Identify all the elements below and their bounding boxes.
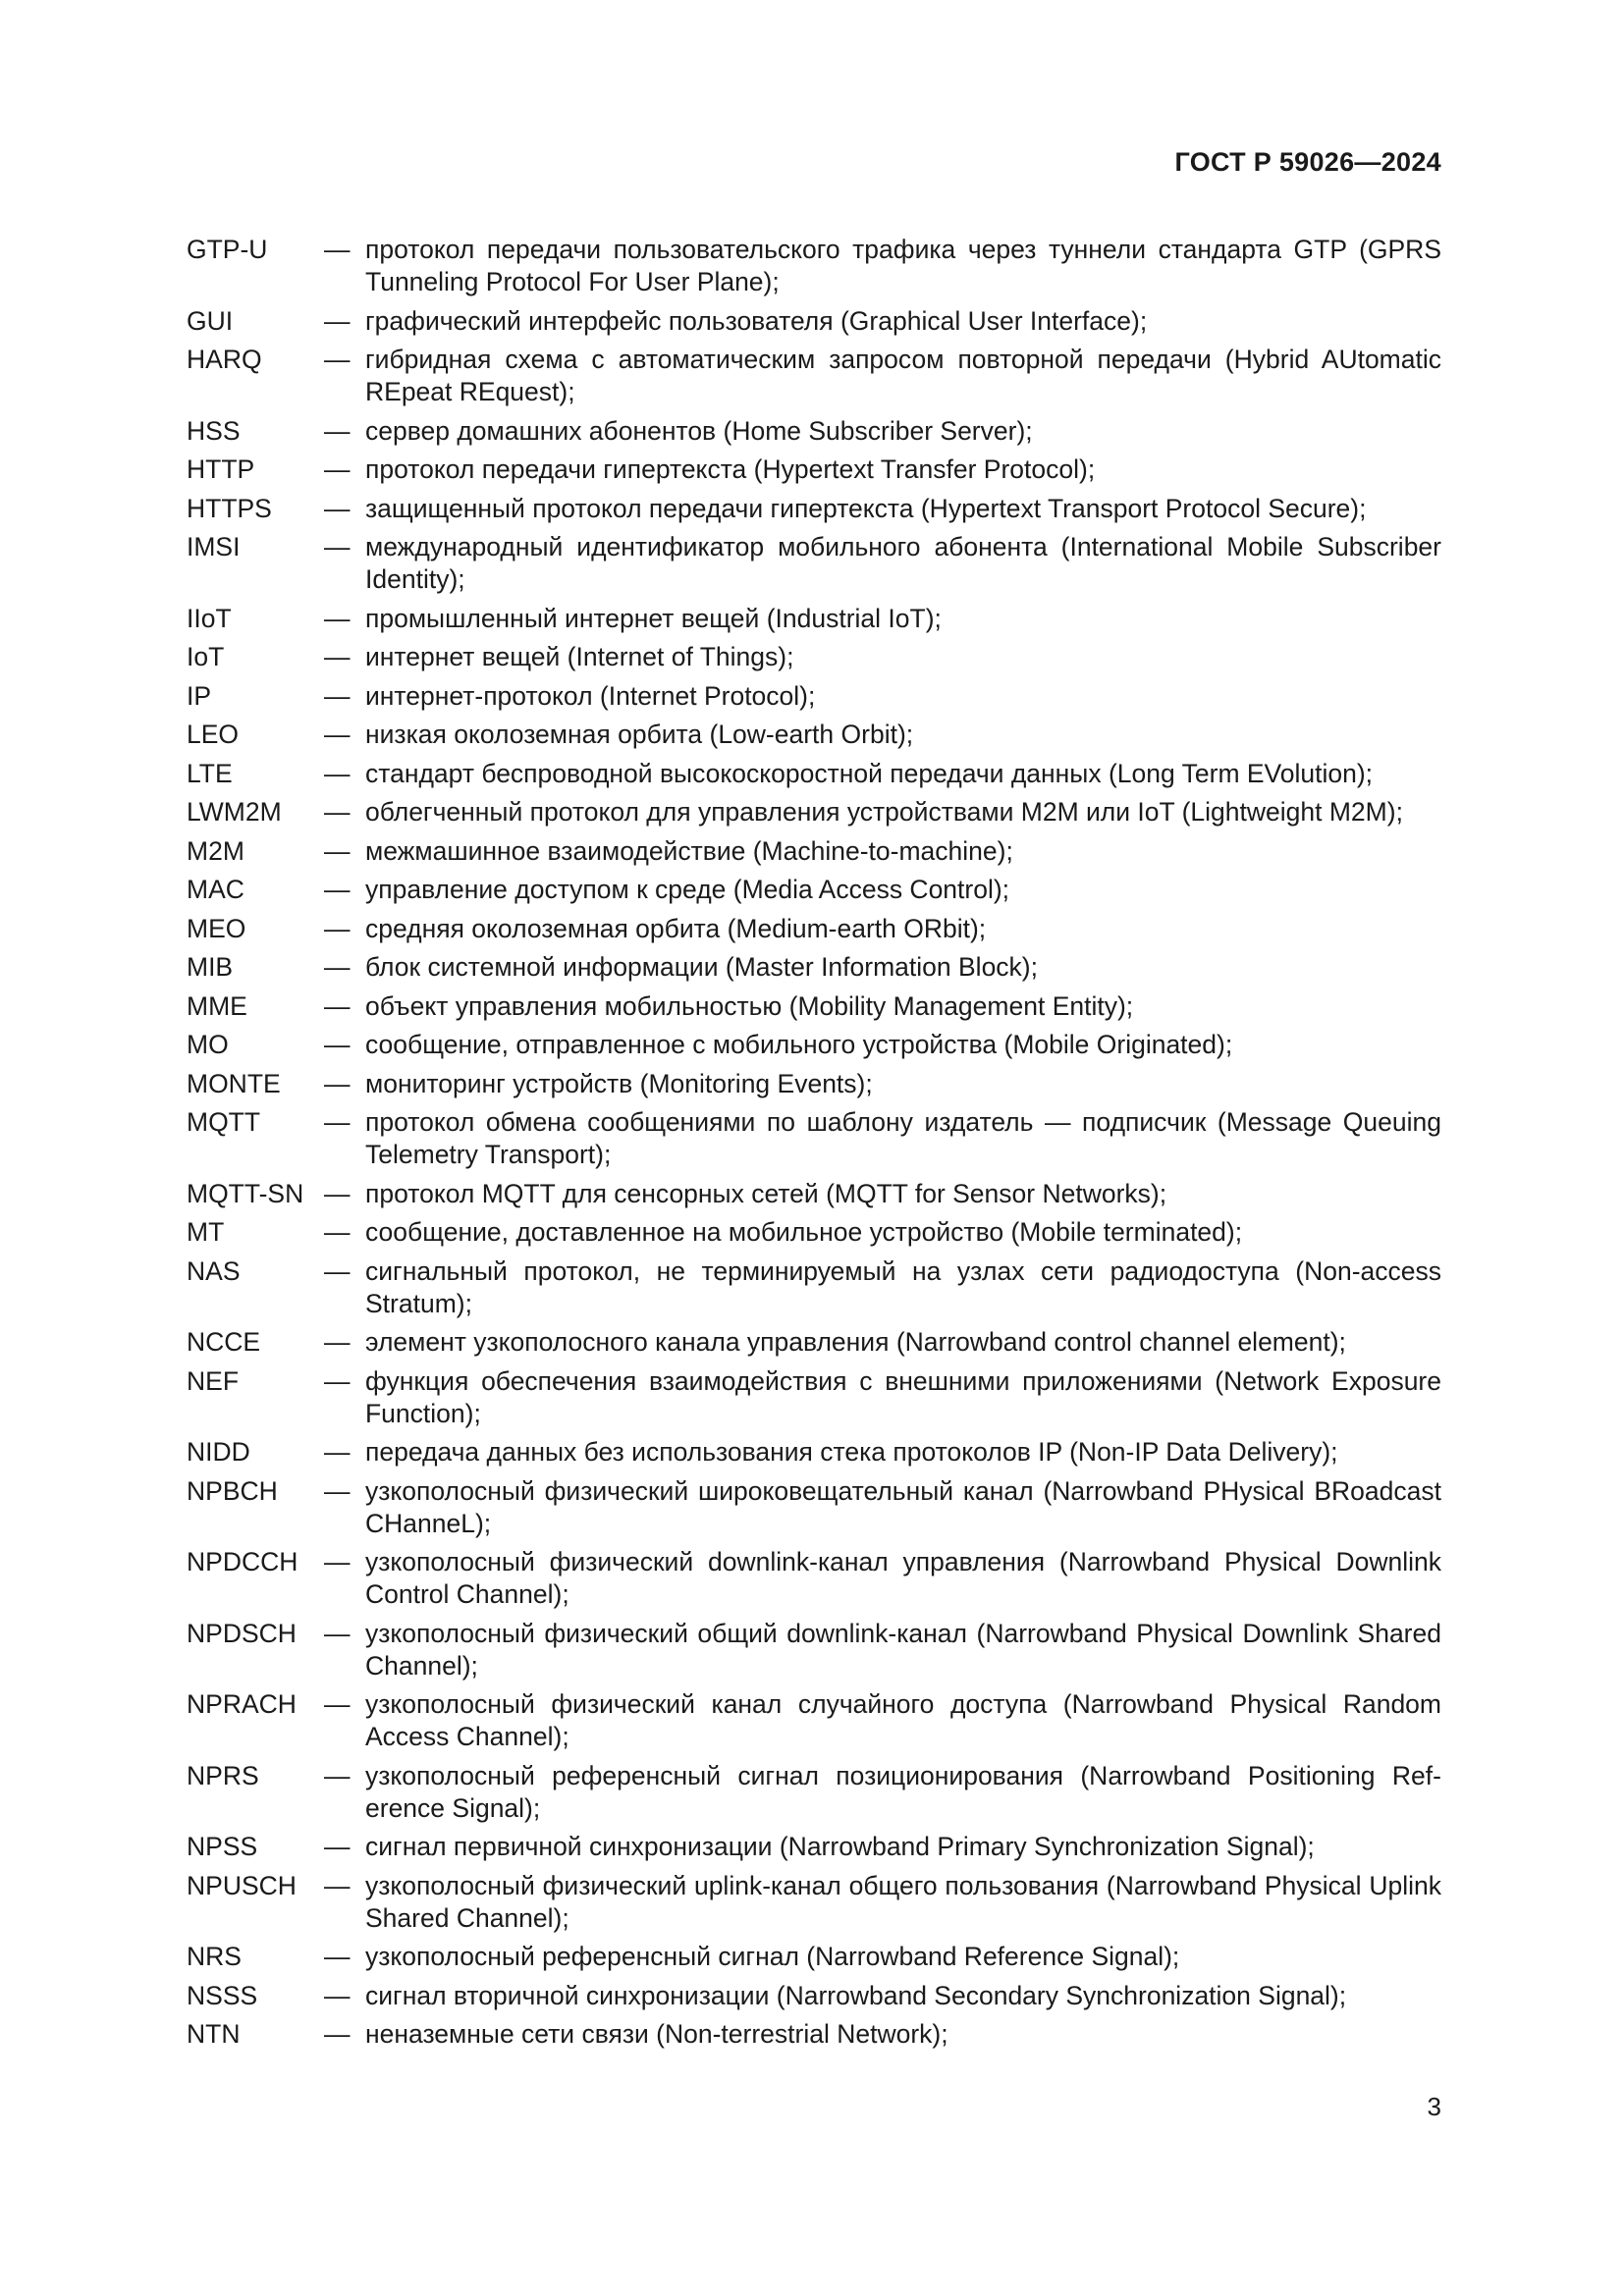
abbreviation-dash: — xyxy=(324,1107,351,1137)
abbreviation-term: NPDCCH xyxy=(187,1547,298,1576)
abbreviation-term: NPUSCH xyxy=(187,1870,297,1900)
document-standard-number: ГОСТ Р 59026—2024 xyxy=(1174,147,1441,177)
abbreviation-dash: — xyxy=(324,1547,351,1576)
abbreviation-dash: — xyxy=(324,235,351,264)
abbreviation-row xyxy=(187,1255,1441,1320)
abbreviation-term: NRS xyxy=(187,1942,242,1971)
abbreviation-term: GTP-U xyxy=(187,235,268,264)
abbreviation-dash: — xyxy=(324,1475,351,1506)
abbreviation-definition: блок системной информации (Master Information Block); xyxy=(365,952,1038,982)
abbreviation-dash: — xyxy=(324,952,351,982)
abbreviation-definition: средняя околоземная орбита (Medium-earth ORbit); xyxy=(365,913,987,943)
abbreviation-dash: — xyxy=(324,2019,351,2049)
abbreviation-dash: — xyxy=(324,1030,351,1059)
abbreviation-dash: — xyxy=(324,835,351,866)
abbreviation-term: HTTPS xyxy=(187,493,272,523)
abbreviation-term: LEO xyxy=(187,720,240,749)
abbreviation-term: MO xyxy=(187,1030,229,1059)
abbreviation-term: IIoT xyxy=(187,603,232,633)
abbreviation-term: NPRACH xyxy=(187,1689,297,1719)
abbreviation-dash: — xyxy=(324,415,351,446)
abbreviation-row xyxy=(187,2018,1441,2051)
abbreviation-dash: — xyxy=(324,720,351,749)
abbreviation-row xyxy=(187,990,1441,1023)
abbreviation-definition: низкая околоземная орбита (Low-earth Orbit); xyxy=(365,720,914,749)
abbreviation-row xyxy=(187,1216,1441,1249)
abbreviation-definition: протокол MQTT для сенсорных сетей (MQTT for Sensor Networks); xyxy=(365,1178,1167,1208)
abbreviation-row xyxy=(187,1029,1441,1061)
abbreviation-dash: — xyxy=(324,1255,351,1286)
abbreviation-row xyxy=(187,493,1441,525)
abbreviation-dash: — xyxy=(324,758,351,788)
abbreviation-row xyxy=(187,454,1441,486)
abbreviation-dash: — xyxy=(324,305,351,336)
abbreviation-term: MEO xyxy=(187,913,246,943)
abbreviation-definition: международный идентификатор мобильного абонента (International Mobile Subscriber Identity); xyxy=(365,532,1441,594)
abbreviation-row xyxy=(187,1178,1441,1210)
abbreviation-row xyxy=(187,796,1441,828)
abbreviation-dash: — xyxy=(324,1870,351,1900)
abbreviation-dash: — xyxy=(324,345,351,374)
abbreviation-term: NEF xyxy=(187,1365,239,1396)
abbreviation-term: LTE xyxy=(187,758,233,788)
abbreviation-definition: передача данных без использования стека протоколов IP (Non-IP Data Delivery); xyxy=(365,1437,1338,1467)
abbreviation-definition: неназемные сети связи (Non-terrestrial Network); xyxy=(365,2019,948,2049)
abbreviation-definition: сигнал вторичной синхронизации (Narrowband Secondary Synchronization Signal); xyxy=(365,1980,1347,2010)
abbreviation-definition: графический интерфейс пользователя (Graphical User Interface); xyxy=(365,305,1148,336)
abbreviation-dash: — xyxy=(324,680,351,711)
abbreviation-row xyxy=(187,1436,1441,1468)
abbreviation-row xyxy=(187,680,1441,713)
abbreviation-term: IoT xyxy=(187,642,225,671)
abbreviation-row xyxy=(187,1106,1441,1171)
abbreviation-row xyxy=(187,1760,1441,1825)
abbreviation-row xyxy=(187,1941,1441,1973)
abbreviation-dash: — xyxy=(324,1832,351,1861)
abbreviation-row xyxy=(187,1870,1441,1935)
abbreviation-term: MAC xyxy=(187,875,244,904)
abbreviation-dash: — xyxy=(324,1942,351,1971)
abbreviation-dash: — xyxy=(324,1327,351,1357)
abbreviation-definition: узкополосный физический общий downlink-канал (Narrowband Physical Downlink Shared Channel); xyxy=(365,1618,1441,1681)
abbreviation-term: NPRS xyxy=(187,1760,259,1790)
abbreviation-row xyxy=(187,603,1441,635)
page-number: 3 xyxy=(1427,2092,1441,2121)
abbreviation-term: MME xyxy=(187,990,247,1021)
abbreviation-row xyxy=(187,1831,1441,1863)
abbreviation-row xyxy=(187,1365,1441,1430)
abbreviation-term: NAS xyxy=(187,1255,241,1286)
abbreviation-definition: сообщение, отправленное с мобильного устройства (Mobile Originated); xyxy=(365,1030,1233,1059)
abbreviation-row xyxy=(187,1546,1441,1611)
abbreviation-term: MQTT-SN xyxy=(187,1178,304,1208)
abbreviation-definition: протокол обмена сообщениями по шаблону издатель — подписчик (Message Queuing Telemetry Transport); xyxy=(365,1107,1441,1169)
abbreviation-row xyxy=(187,234,1441,298)
abbreviation-definition: сообщение, доставленное на мобильное устройство (Mobile terminated); xyxy=(365,1217,1243,1247)
abbreviation-term: IP xyxy=(187,680,212,711)
abbreviation-dash: — xyxy=(324,603,351,633)
abbreviation-row xyxy=(187,874,1441,906)
abbreviation-definition: сигнальный протокол, не терминируемый на узлах сети радиодоступа (Non-access Stratum); xyxy=(365,1255,1441,1318)
abbreviation-term: NPDSCH xyxy=(187,1618,297,1648)
abbreviation-definition: узкополосный физический downlink-канал управления (Narrowband Physical Downlink Control Channel); xyxy=(365,1547,1441,1609)
abbreviation-definition: протокол передачи пользовательского трафика через туннели стандарта GTP (GPRS Tunneling Protocol For User Plane); xyxy=(365,235,1441,296)
abbreviation-term: MIB xyxy=(187,952,234,982)
abbreviation-dash: — xyxy=(324,875,351,904)
abbreviation-definition: узкополосный референсный сигнал позиционирования (Narrowband Positioning Reference Signal); xyxy=(365,1760,1441,1823)
abbreviation-dash: — xyxy=(324,1437,351,1467)
abbreviation-dash: — xyxy=(324,493,351,523)
abbreviation-row xyxy=(187,1688,1441,1753)
abbreviation-term: NIDD xyxy=(187,1437,250,1467)
abbreviation-term: MQTT xyxy=(187,1107,261,1137)
abbreviation-row xyxy=(187,1618,1441,1682)
abbreviation-term: MT xyxy=(187,1217,225,1247)
abbreviation-dash: — xyxy=(324,990,351,1021)
abbreviation-definition: узкополосный физический uplink-канал общего пользования (Narrowband Physical Uplink Shared Channel); xyxy=(365,1870,1441,1933)
abbreviation-row xyxy=(187,1475,1441,1540)
abbreviation-dash: — xyxy=(324,797,351,827)
abbreviation-definition: сервер домашних абонентов (Home Subscriber Server); xyxy=(365,415,1033,446)
abbreviation-row xyxy=(187,951,1441,984)
abbreviation-list xyxy=(187,234,1441,2057)
abbreviation-row xyxy=(187,415,1441,448)
abbreviation-dash: — xyxy=(324,1365,351,1396)
abbreviation-term: NSSS xyxy=(187,1980,258,2010)
abbreviation-row xyxy=(187,719,1441,751)
abbreviation-definition: управление доступом к среде (Media Access Control); xyxy=(365,875,1010,904)
abbreviation-definition: облегченный протокол для управления устройствами M2M или IoT (Lightweight M2M); xyxy=(365,797,1403,827)
abbreviation-term: NPSS xyxy=(187,1832,258,1861)
abbreviation-definition: стандарт беспроводной высокоскоростной передачи данных (Long Term EVolution); xyxy=(365,758,1374,788)
abbreviation-term: NTN xyxy=(187,2019,241,2049)
abbreviation-definition: интернет вещей (Internet of Things); xyxy=(365,642,794,671)
abbreviation-definition: функция обеспечения взаимодействия с внешними приложениями (Network Exposure Function); xyxy=(365,1365,1441,1428)
abbreviation-definition: мониторинг устройств (Monitoring Events); xyxy=(365,1068,873,1098)
abbreviation-row xyxy=(187,305,1441,338)
abbreviation-dash: — xyxy=(324,642,351,671)
abbreviation-definition: межмашинное взаимодействие (Machine-to-machine); xyxy=(365,835,1013,866)
abbreviation-definition: объект управления мобильностью (Mobility Management Entity); xyxy=(365,990,1134,1021)
abbreviation-term: HTTP xyxy=(187,454,255,484)
abbreviation-definition: защищенный протокол передачи гипертекста (Hypertext Transport Protocol Secure); xyxy=(365,493,1367,523)
abbreviation-row xyxy=(187,641,1441,673)
abbreviation-term: M2M xyxy=(187,835,244,866)
abbreviation-definition: протокол передачи гипертекста (Hypertext Transfer Protocol); xyxy=(365,454,1096,484)
abbreviation-row xyxy=(187,758,1441,790)
abbreviation-row xyxy=(187,344,1441,408)
abbreviation-row xyxy=(187,1068,1441,1100)
abbreviation-row xyxy=(187,531,1441,596)
abbreviation-row xyxy=(187,835,1441,868)
abbreviation-row xyxy=(187,1326,1441,1359)
abbreviation-dash: — xyxy=(324,1178,351,1208)
abbreviation-dash: — xyxy=(324,1689,351,1719)
abbreviation-dash: — xyxy=(324,532,351,561)
abbreviation-term: HARQ xyxy=(187,345,262,374)
abbreviation-term: IMSI xyxy=(187,532,241,561)
abbreviation-dash: — xyxy=(324,1760,351,1790)
abbreviation-definition: узкополосный физический канал случайного доступа (Narrowband Physical Random Access Channel); xyxy=(365,1689,1441,1751)
abbreviation-definition: элемент узкополосного канала управления (Narrowband control channel element); xyxy=(365,1327,1346,1357)
abbreviation-term: HSS xyxy=(187,415,241,446)
abbreviation-dash: — xyxy=(324,1618,351,1648)
abbreviation-definition: интернет-протокол (Internet Protocol); xyxy=(365,680,816,711)
abbreviation-definition: сигнал первичной синхронизации (Narrowband Primary Synchronization Signal); xyxy=(365,1832,1315,1861)
abbreviation-term: LWM2M xyxy=(187,797,282,827)
abbreviation-row xyxy=(187,1980,1441,2012)
abbreviation-definition: гибридная схема с автоматическим запросом повторной передачи (Hybrid AUtomatic REpeat REquest); xyxy=(365,345,1441,406)
abbreviation-row xyxy=(187,913,1441,945)
abbreviation-dash: — xyxy=(324,1980,351,2010)
abbreviation-dash: — xyxy=(324,454,351,484)
abbreviation-dash: — xyxy=(324,913,351,943)
abbreviation-definition: узкополосный референсный сигнал (Narrowband Reference Signal); xyxy=(365,1942,1180,1971)
abbreviation-term: GUI xyxy=(187,305,234,336)
abbreviation-definition: узкополосный физический широковещательный канал (Narrowband PHysical BRoadcast CHanneL); xyxy=(365,1475,1441,1538)
abbreviation-term: NPBCH xyxy=(187,1475,278,1506)
abbreviation-definition: промышленный интернет вещей (Industrial IoT); xyxy=(365,603,942,633)
abbreviation-dash: — xyxy=(324,1217,351,1247)
abbreviation-dash: — xyxy=(324,1068,351,1098)
abbreviation-term: MONTE xyxy=(187,1068,281,1098)
abbreviation-term: NCCE xyxy=(187,1327,261,1357)
